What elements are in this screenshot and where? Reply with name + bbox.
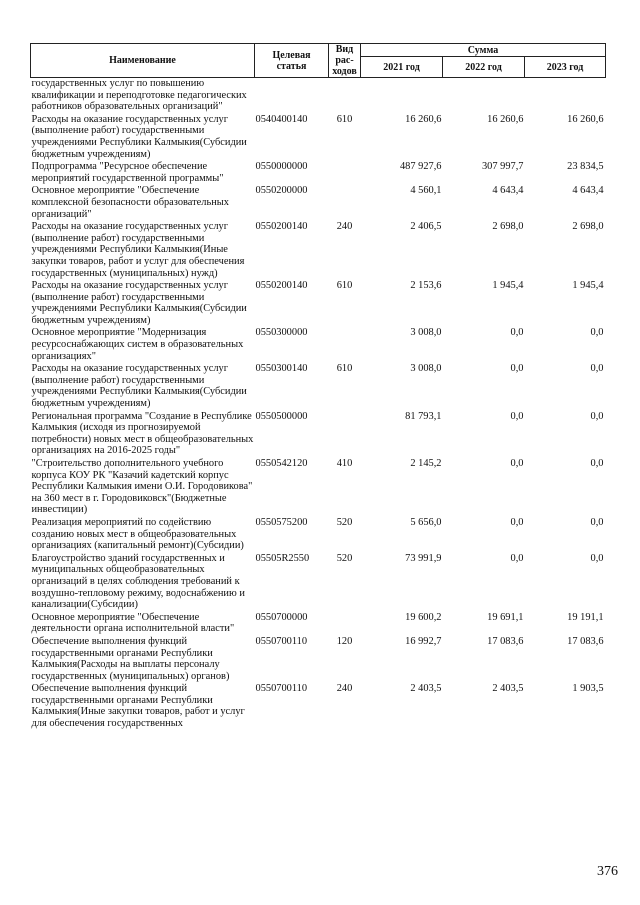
table-row bbox=[31, 185, 606, 221]
cell-target-article: 0550200140 bbox=[255, 221, 308, 233]
cell-sum-2021: 3 008,0 bbox=[410, 327, 442, 339]
cell-sum-2021: 2 406,5 bbox=[410, 221, 442, 233]
cell-sum-2023: 16 260,6 bbox=[567, 113, 604, 125]
header-sum: Сумма bbox=[361, 44, 606, 57]
table-row bbox=[31, 411, 606, 458]
cell-expense-type bbox=[329, 612, 361, 636]
cell-sum-2022: 2 403,5 bbox=[492, 683, 524, 695]
header-name: Наименование bbox=[31, 44, 255, 78]
cell-sum-2023: 17 083,6 bbox=[567, 635, 604, 647]
cell-expense-type: 240 bbox=[336, 221, 353, 233]
cell-target-article bbox=[255, 78, 329, 114]
table-body bbox=[31, 78, 606, 731]
cell-sum-2022 bbox=[443, 78, 525, 114]
cell-sum-2023 bbox=[525, 78, 606, 114]
cell-sum-2022: 0,0 bbox=[510, 327, 524, 339]
cell-sum-2022: 17 083,6 bbox=[487, 635, 524, 647]
cell-name: Расходы на оказание государственных услуг (выполнение работ) государственными учреждениями Республики Калмыкия(Иные закупки товаров, работ и услуг для обеспечения государственных (муниципальных) нужд) bbox=[31, 221, 245, 279]
cell-name: государственных услуг по повышению квалификации и переподготовке педагогических работников образовательных организаций" bbox=[31, 78, 247, 113]
cell-target-article: 0550200140 bbox=[255, 280, 308, 292]
cell-expense-type: 410 bbox=[336, 458, 353, 469]
table-row bbox=[31, 363, 606, 410]
cell-sum-2023: 0,0 bbox=[590, 458, 604, 469]
cell-expense-type: 610 bbox=[336, 280, 353, 292]
table-row bbox=[31, 221, 606, 280]
cell-expense-type: 520 bbox=[336, 516, 353, 528]
cell-sum-2021: 2 403,5 bbox=[410, 683, 442, 695]
table-row bbox=[31, 636, 606, 683]
cell-name: Региональная программа "Создание в Республике Калмыкия (исходя из прогнозируемой потребности) новых мест в общеобразовательных организациях на 2016-2025 годы" bbox=[31, 410, 254, 457]
cell-sum-2021: 73 991,9 bbox=[405, 552, 442, 564]
table-row bbox=[31, 683, 606, 730]
cell-sum-2021: 2 153,6 bbox=[410, 280, 442, 292]
cell-name: Расходы на оказание государственных услуг (выполнение работ) государственными учреждениями Республики Калмыкия(Субсидии бюджетным учреждениям) bbox=[31, 363, 247, 410]
cell-target-article: 0550000000 bbox=[255, 161, 308, 173]
cell-sum-2023: 0,0 bbox=[590, 552, 604, 564]
cell-expense-type: 610 bbox=[336, 363, 353, 375]
cell-sum-2023: 2 698,0 bbox=[572, 221, 604, 233]
cell-target-article: 0550700000 bbox=[255, 611, 308, 623]
cell-sum-2022: 307 997,7 bbox=[481, 161, 524, 173]
page-number: 376 bbox=[597, 864, 618, 879]
cell-target-article: 0550300140 bbox=[255, 363, 308, 375]
cell-name: Основное мероприятие "Модернизация ресурсоснабжающих систем в образовательных организациях" bbox=[31, 327, 244, 362]
cell-sum-2021: 487 927,6 bbox=[399, 161, 442, 173]
cell-sum-2022: 0,0 bbox=[510, 410, 524, 422]
cell-sum-2022: 2 698,0 bbox=[492, 221, 524, 233]
cell-sum-2021: 4 560,1 bbox=[410, 185, 442, 197]
cell-target-article: 0550700110 bbox=[255, 683, 308, 695]
cell-expense-type: 610 bbox=[336, 113, 353, 125]
budget-table bbox=[30, 43, 606, 731]
cell-expense-type: 240 bbox=[336, 683, 353, 695]
cell-sum-2023: 23 834,5 bbox=[567, 161, 604, 173]
cell-name: Расходы на оказание государственных услуг (выполнение работ) государственными учреждениями Республики Калмыкия(Субсидии бюджетным учреждениям) bbox=[31, 280, 247, 326]
cell-sum-2022: 4 643,4 bbox=[492, 185, 524, 197]
cell-name: Основное мероприятие "Обеспечение деятельности органа исполнительной власти" bbox=[31, 611, 235, 635]
cell-sum-2023: 0,0 bbox=[590, 363, 604, 375]
header-kind: Вид рас-ходов bbox=[329, 44, 361, 78]
table-row bbox=[31, 114, 606, 161]
cell-sum-2022: 16 260,6 bbox=[487, 113, 524, 125]
cell-sum-2023: 4 643,4 bbox=[572, 185, 604, 197]
cell-sum-2022: 0,0 bbox=[510, 552, 524, 564]
cell-sum-2023: 0,0 bbox=[590, 516, 604, 528]
cell-sum-2023: 19 191,1 bbox=[567, 611, 604, 623]
cell-name: Благоустройство зданий государственных и муниципальных общеобразовательных организаций в целях соблюдения требований к воздушно-тепловому режиму, водоснабжению и канализации(Субсидии) bbox=[31, 552, 245, 611]
cell-expense-type bbox=[329, 185, 361, 221]
header-target: Целевая статья bbox=[255, 44, 329, 78]
cell-target-article: 0550542120 bbox=[255, 458, 308, 469]
cell-sum-2021: 81 793,1 bbox=[405, 410, 442, 422]
cell-sum-2022: 0,0 bbox=[510, 516, 524, 528]
table-row bbox=[31, 78, 606, 114]
cell-sum-2021: 16 992,7 bbox=[405, 635, 442, 647]
cell-name: "Строительство дополнительного учебного корпуса КОУ РК "Казачий кадетский корпус Республики Калмыкия имени О.И. Городовикова" на 360 мест в г. Городовиковск"(Бюджетные инвестиции) bbox=[31, 458, 253, 516]
cell-sum-2023: 0,0 bbox=[590, 410, 604, 422]
cell-target-article: 0550500000 bbox=[255, 410, 308, 422]
cell-sum-2021: 19 600,2 bbox=[405, 611, 442, 623]
table-row bbox=[31, 612, 606, 636]
cell-sum-2021 bbox=[361, 78, 443, 114]
cell-target-article: 0550300000 bbox=[255, 327, 308, 339]
table-row bbox=[31, 161, 606, 185]
cell-target-article: 05505R2550 bbox=[255, 552, 310, 564]
cell-name: Реализация мероприятий по содействию созданию новых мест в общеобразовательных организациях (капитальный ремонт)(Субсидии) bbox=[31, 516, 244, 552]
table-row bbox=[31, 458, 606, 517]
table-row bbox=[31, 280, 606, 327]
cell-target-article: 0550200000 bbox=[255, 185, 308, 197]
cell-expense-type bbox=[329, 78, 361, 114]
cell-name: Обеспечение выполнения функций государственными органами Республики Калмыкия(Иные закупки товаров, работ и услуг для обеспечения государственных bbox=[31, 683, 245, 730]
cell-sum-2021: 5 656,0 bbox=[410, 516, 442, 528]
cell-target-article: 0550575200 bbox=[255, 516, 308, 528]
cell-expense-type: 120 bbox=[336, 635, 353, 647]
cell-target-article: 0540400140 bbox=[255, 113, 308, 125]
cell-sum-2021: 16 260,6 bbox=[405, 113, 442, 125]
header-2021: 2021 год bbox=[361, 57, 443, 78]
header-2023: 2023 год bbox=[525, 57, 606, 78]
cell-expense-type bbox=[329, 327, 361, 363]
cell-sum-2021: 3 008,0 bbox=[410, 363, 442, 375]
cell-sum-2022: 0,0 bbox=[510, 458, 524, 469]
cell-sum-2022: 1 945,4 bbox=[492, 280, 524, 292]
cell-name: Обеспечение выполнения функций государственными органами Республики Калмыкия(Расходы на выплаты персоналу государственных (муниципальных) органов) bbox=[31, 635, 230, 682]
cell-expense-type bbox=[329, 161, 361, 185]
cell-name: Основное мероприятие "Обеспечение комплексной безопасности образовательных организаций" bbox=[31, 185, 229, 220]
cell-name: Подпрограмма "Ресурсное обеспечение мероприятий государственной программы" bbox=[31, 161, 224, 184]
cell-sum-2022: 0,0 bbox=[510, 363, 524, 375]
table-header bbox=[31, 44, 606, 78]
cell-sum-2023: 1 945,4 bbox=[572, 280, 604, 292]
cell-sum-2021: 2 145,2 bbox=[410, 458, 442, 469]
cell-sum-2023: 1 903,5 bbox=[572, 683, 604, 695]
cell-sum-2023: 0,0 bbox=[590, 327, 604, 339]
table-row bbox=[31, 517, 606, 553]
table-row bbox=[31, 553, 606, 612]
cell-name: Расходы на оказание государственных услуг (выполнение работ) государственными учреждениями Республики Калмыкия(Субсидии бюджетным учреждениям) bbox=[31, 113, 247, 160]
cell-expense-type: 520 bbox=[336, 552, 353, 564]
table-row bbox=[31, 327, 606, 363]
header-2022: 2022 год bbox=[443, 57, 525, 78]
cell-sum-2022: 19 691,1 bbox=[487, 611, 524, 623]
cell-expense-type bbox=[329, 411, 361, 458]
cell-target-article: 0550700110 bbox=[255, 635, 308, 647]
